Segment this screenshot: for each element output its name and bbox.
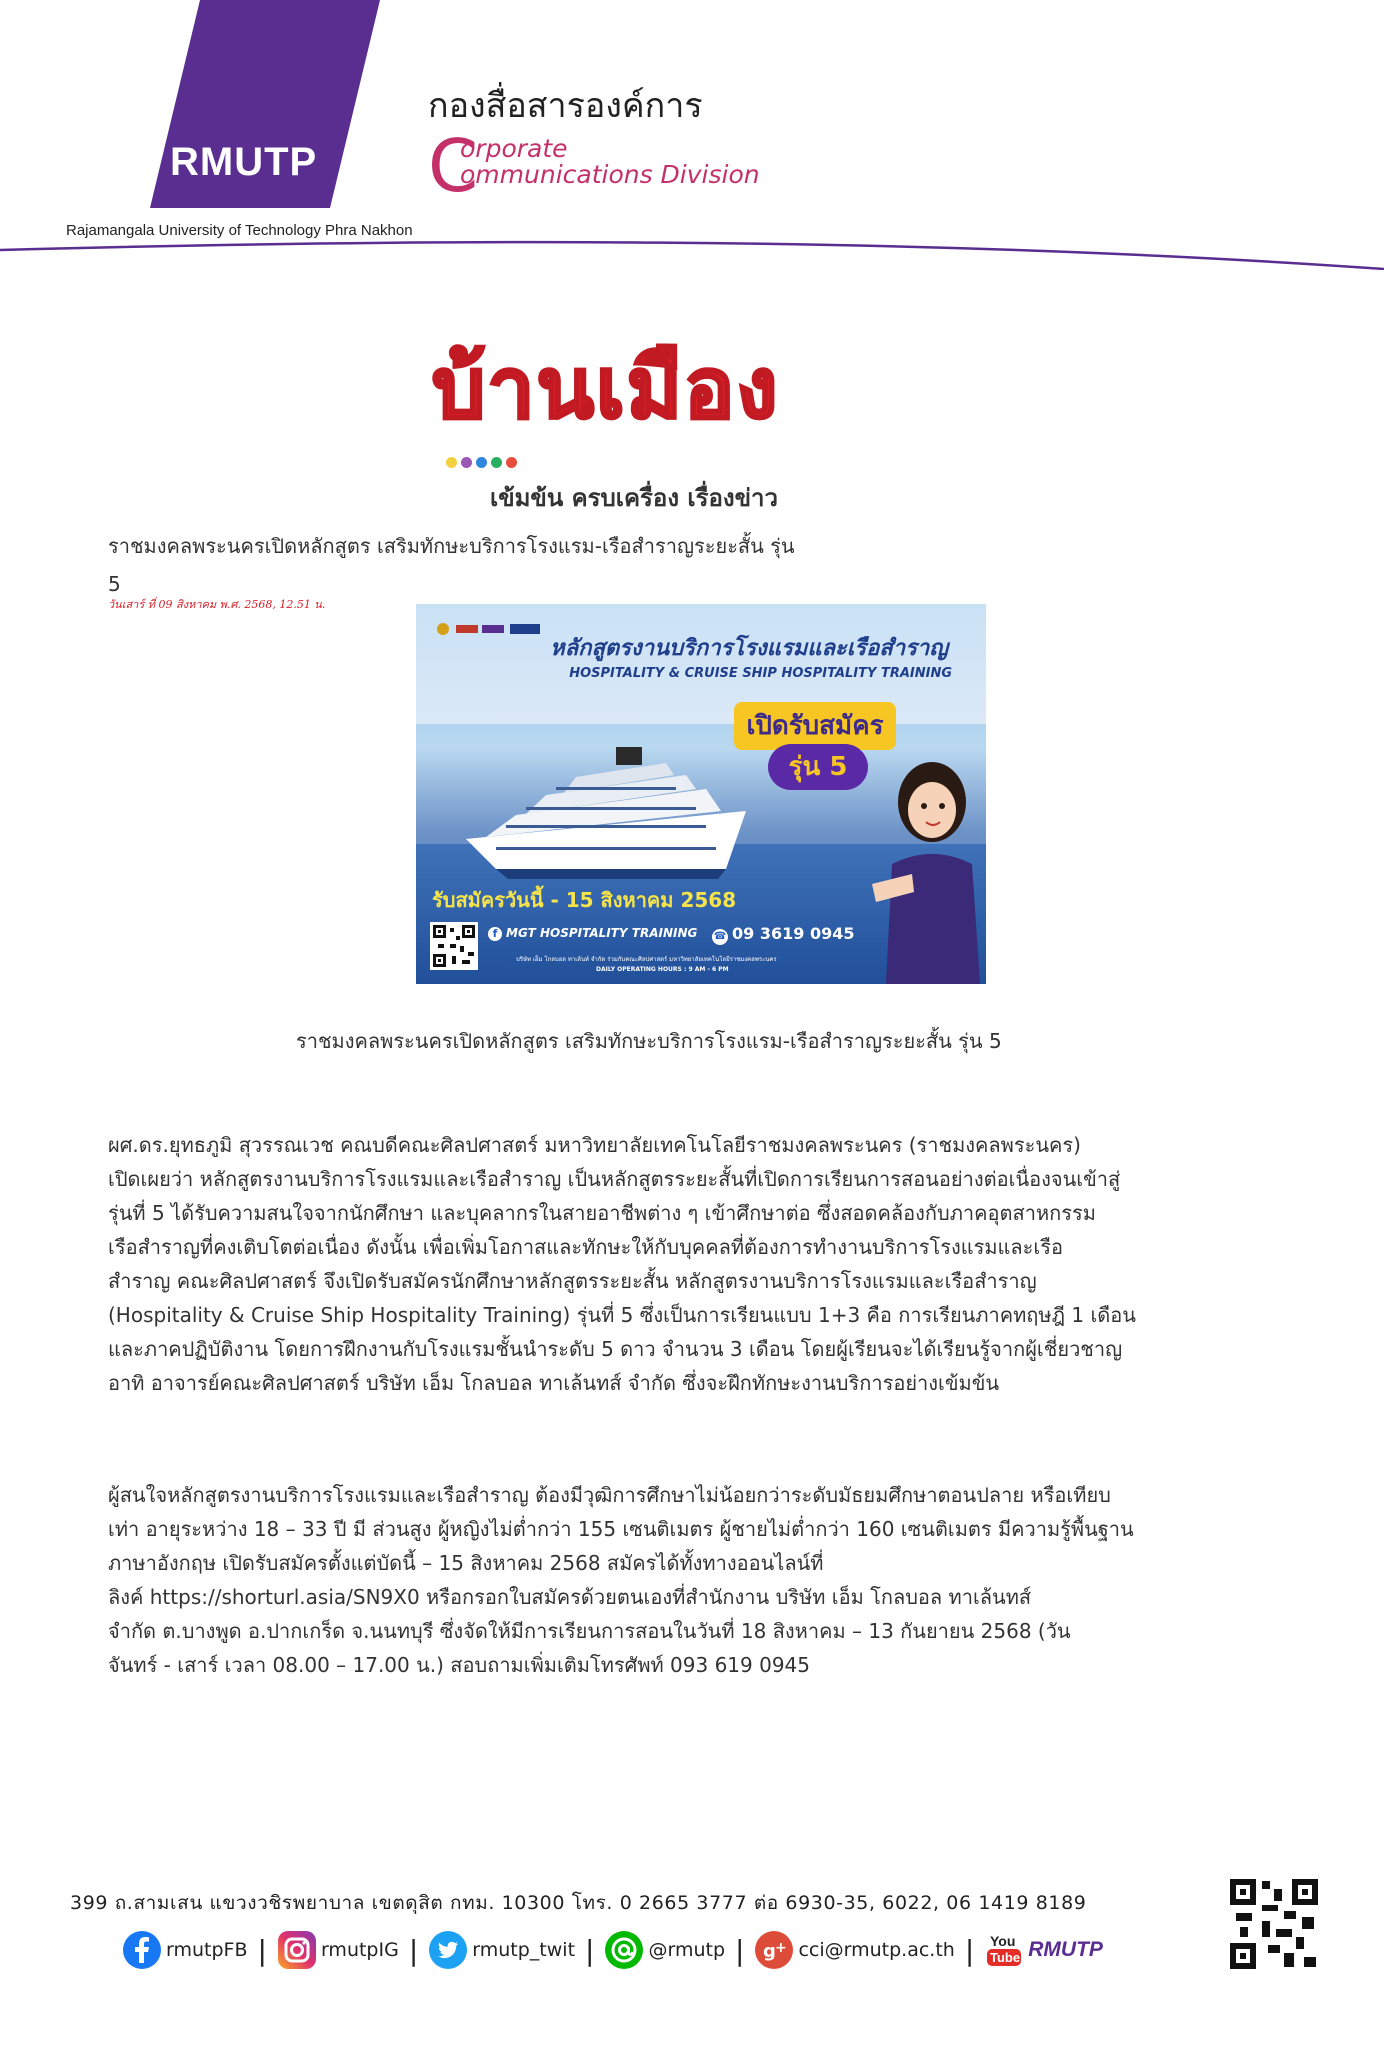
- article-caption: ราชมงคลพระนครเปิดหลักสูตร เสริมทักษะบริการโรงแรม-เรือสำราญระยะสั้น รุ่น 5: [296, 1029, 1002, 1053]
- facebook-icon: [122, 1930, 162, 1970]
- paragraph-line: สำราญ คณะศิลปศาสตร์ จึงเปิดรับสมัครนักศึกษาหลักสูตรระยะสั้น หลักสูตรงานบริการโรงแรมและเรือสำราญ: [108, 1269, 1037, 1293]
- dot-blue: [476, 457, 487, 468]
- youtube-icon-text-you: You: [990, 1933, 1016, 1949]
- dot-red: [506, 457, 517, 468]
- svg-text:g: g: [763, 1941, 777, 1962]
- youtube-handle: RMUTP: [1028, 1938, 1103, 1961]
- footer-facebook-link[interactable]: [122, 1930, 248, 1970]
- svg-text:+: +: [775, 1940, 788, 1956]
- separator: |: [964, 1933, 975, 1967]
- separator: |: [735, 1933, 745, 1967]
- article-paragraph-1: [108, 1128, 1298, 1400]
- line-handle: @rmutp: [648, 1939, 726, 1961]
- twitter-icon: [428, 1930, 468, 1970]
- promo-facebook-label: MGT HOSPITALITY TRAINING: [506, 926, 698, 940]
- twitter-handle: rmutp_twit: [472, 1939, 576, 1961]
- promo-title-en: HOSPITALITY & CRUISE SHIP HOSPITALITY TRAINING: [569, 666, 952, 681]
- partner-logos: [436, 622, 546, 636]
- paragraph-line: ภาษาอังกฤษ เปิดรับสมัครตั้งแต่บัดนี้ – 15 สิงหาคม 2568 สมัครได้ทั้งทางออนไลน์ที่: [108, 1551, 824, 1575]
- paragraph-line: เรือสำราญที่คงเติบโตต่อเนื่อง ดังนั้น เพื่อเพิ่มโอกาสและทักษะให้กับบุคคลที่ต้องการทำงานบริการโรงแรมและเรือ: [108, 1235, 1063, 1259]
- dot-yellow: [446, 457, 457, 468]
- footer-address: 399 ถ.สามเสน แขวงวชิรพยาบาล เขตดุสิต กทม. 10300 โทร. 0 2665 3777 ต่อ 6930-35, 6022, 06 1419 8189: [70, 1892, 1087, 1914]
- paragraph-line: เท่า อายุระหว่าง 18 – 33 ปี มี ส่วนสูง ผู้หญิงไม่ต่ำกว่า 155 เซนติเมตร ผู้ชายไม่ต่ำกว่า 160 เซนติเมตร มีความรู้พื้นฐาน: [108, 1517, 1134, 1541]
- footer-youtube-link[interactable]: [984, 1930, 1103, 1970]
- newspaper-slogan: เข้มข้น ครบเครื่อง เรื่องข่าว: [490, 484, 778, 512]
- division-name-th: กองสื่อสารองค์การ: [428, 86, 703, 126]
- paragraph-line: จันทร์ - เสาร์ เวลา 08.00 – 17.00 น.) สอบถามเพิ่มเติมโทรศัพท์ 093 619 0945: [108, 1653, 811, 1677]
- paragraph-line: อาทิ อาจารย์คณะศิลปศาสตร์ บริษัท เอ็ม โกลบอล ทาเล้นทส์ จำกัด ซึ่งจะฝึกทักษะงานบริการอย่างเข้มข้น: [108, 1371, 1000, 1395]
- promo-phone: [712, 924, 854, 945]
- phone-icon: ☎: [712, 929, 728, 945]
- footer-instagram-link[interactable]: [277, 1930, 399, 1970]
- promo-open-badge: เปิดรับสมัคร: [734, 702, 896, 750]
- footer-qr-code: [1228, 1877, 1320, 1971]
- division-initial: C: [428, 124, 479, 208]
- paragraph-line: รุ่นที่ 5 ได้รับความสนใจจากนักศึกษา และบุคลากรในสายอาชีพต่าง ๆ เข้าศึกษาต่อ ซึ่งสอดคล้องกับภาคอุตสาหกรรม: [108, 1201, 1096, 1225]
- promo-company-line: บริษัท เอ็ม โกลบอล ทาเล้นท์ จำกัด ร่วมกับคณะศิลปศาสตร์ มหาวิทยาลัยเทคโนโลยีราชมงคลพระนคร: [516, 956, 777, 963]
- google-plus-icon: [754, 1930, 794, 1970]
- facebook-handle: rmutpFB: [166, 1939, 248, 1961]
- promo-phone-number: 09 3619 0945: [732, 924, 855, 943]
- paragraph-line: จำกัด ต.บางพูด อ.ปากเกร็ด จ.นนทบุรี ซึ่งจัดให้มีการเรียนการสอนในวันที่ 18 สิงหาคม – 13 กันยายน 2568 (วัน: [108, 1619, 1071, 1643]
- footer-email-link[interactable]: [754, 1930, 954, 1970]
- clip-date: วันเสาร์ ที่ 09 สิงหาคม พ.ศ. 2568, 12.51 น.: [108, 598, 326, 611]
- instagram-handle: rmutpIG: [320, 1939, 399, 1961]
- newspaper-name: บ้านเมือง: [432, 339, 780, 437]
- paragraph-line: ลิงค์ https://shorturl.asia/SN9X0 หรือกรอกใบสมัครด้วยตนเองที่สำนักงาน บริษัท เอ็ม โกลบอล ทาเล้นทส์: [108, 1585, 1032, 1609]
- at-sign-icon: [604, 1930, 644, 1970]
- university-name: Rajamangala University of Technology Phra Nakhon: [66, 222, 413, 239]
- promo-image: [416, 604, 986, 984]
- instagram-icon: [277, 1930, 317, 1970]
- letterhead-curve-divider: [0, 225, 1384, 270]
- paragraph-line: ผู้สนใจหลักสูตรงานบริการโรงแรมและเรือสำราญ ต้องมีวุฒิการศึกษาไม่น้อยกว่าระดับมัธยมศึกษาตอนปลาย หรือเทียบ: [108, 1483, 1111, 1507]
- separator: |: [257, 1933, 267, 1967]
- promo-title-th: หลักสูตรงานบริการโรงแรมและเรือสำราญ: [550, 636, 948, 661]
- separator: |: [408, 1933, 419, 1967]
- footer-line-link[interactable]: [604, 1930, 725, 1970]
- paragraph-line: เปิดเผยว่า หลักสูตรงานบริการโรงแรมและเรือสำราญ เป็นหลักสูตรระยะสั้นที่เปิดการเรียนการสอนอย่างต่อเนื่องจนเข้าสู่: [108, 1167, 1121, 1191]
- youtube-icon-text-tube: Tube: [990, 1950, 1021, 1965]
- presenter-illustration: [852, 754, 982, 984]
- article-paragraph-2: [108, 1478, 1298, 1682]
- division-line-1: orporate: [460, 134, 568, 163]
- email-address: cci@rmutp.ac.th: [798, 1939, 955, 1961]
- paragraph-line: และภาคปฏิบัติงาน โดยการฝึกงานกับโรงแรมชั้นนำระดับ 5 ดาว จำนวน 3 เดือน โดยผู้เรียนจะได้เรียนรู้จากผู้เชี่ยวชาญ: [108, 1337, 1123, 1361]
- promo-facebook: [488, 926, 697, 941]
- dot-purple: [461, 457, 472, 468]
- dot-green: [491, 457, 502, 468]
- promo-hours: DAILY OPERATING HOURS : 9 AM - 6 PM: [596, 966, 729, 973]
- clip-headline: ราชมงคลพระนครเปิดหลักสูตร เสริมทักษะบริการโรงแรม-เรือสำราญระยะสั้น รุ่น 5: [108, 534, 795, 596]
- paragraph-line: (Hospitality & Cruise Ship Hospitality Training) รุ่นที่ 5 ซึ่งเป็นการเรียนแบบ 1+3 คือ การเรียนภาคทฤษฎี 1 เดือน: [108, 1303, 1136, 1327]
- newspaper-color-dots: [446, 453, 521, 472]
- promo-apply-period: รับสมัครวันนี้ - 15 สิงหาคม 2568: [432, 888, 737, 912]
- footer-social-links: [122, 1930, 1103, 1970]
- promo-round-badge: รุ่น 5: [768, 744, 868, 790]
- promo-qr-code: [430, 922, 478, 970]
- separator: |: [585, 1933, 595, 1967]
- youtube-icon: [984, 1930, 1024, 1970]
- facebook-icon: f: [488, 927, 502, 941]
- footer-twitter-link[interactable]: [428, 1930, 575, 1970]
- division-line-2: ommunications Division: [460, 160, 760, 189]
- paragraph-line: ผศ.ดร.ยุทธภูมิ สุวรรณเวช คณบดีคณะศิลปศาสตร์ มหาวิทยาลัยเทคโนโลยีราชมงคลพระนคร (ราชมงคลพระนคร): [108, 1133, 1081, 1157]
- rmutp-logo: RMUTP: [170, 140, 318, 184]
- cruise-ship-illustration: [456, 719, 756, 889]
